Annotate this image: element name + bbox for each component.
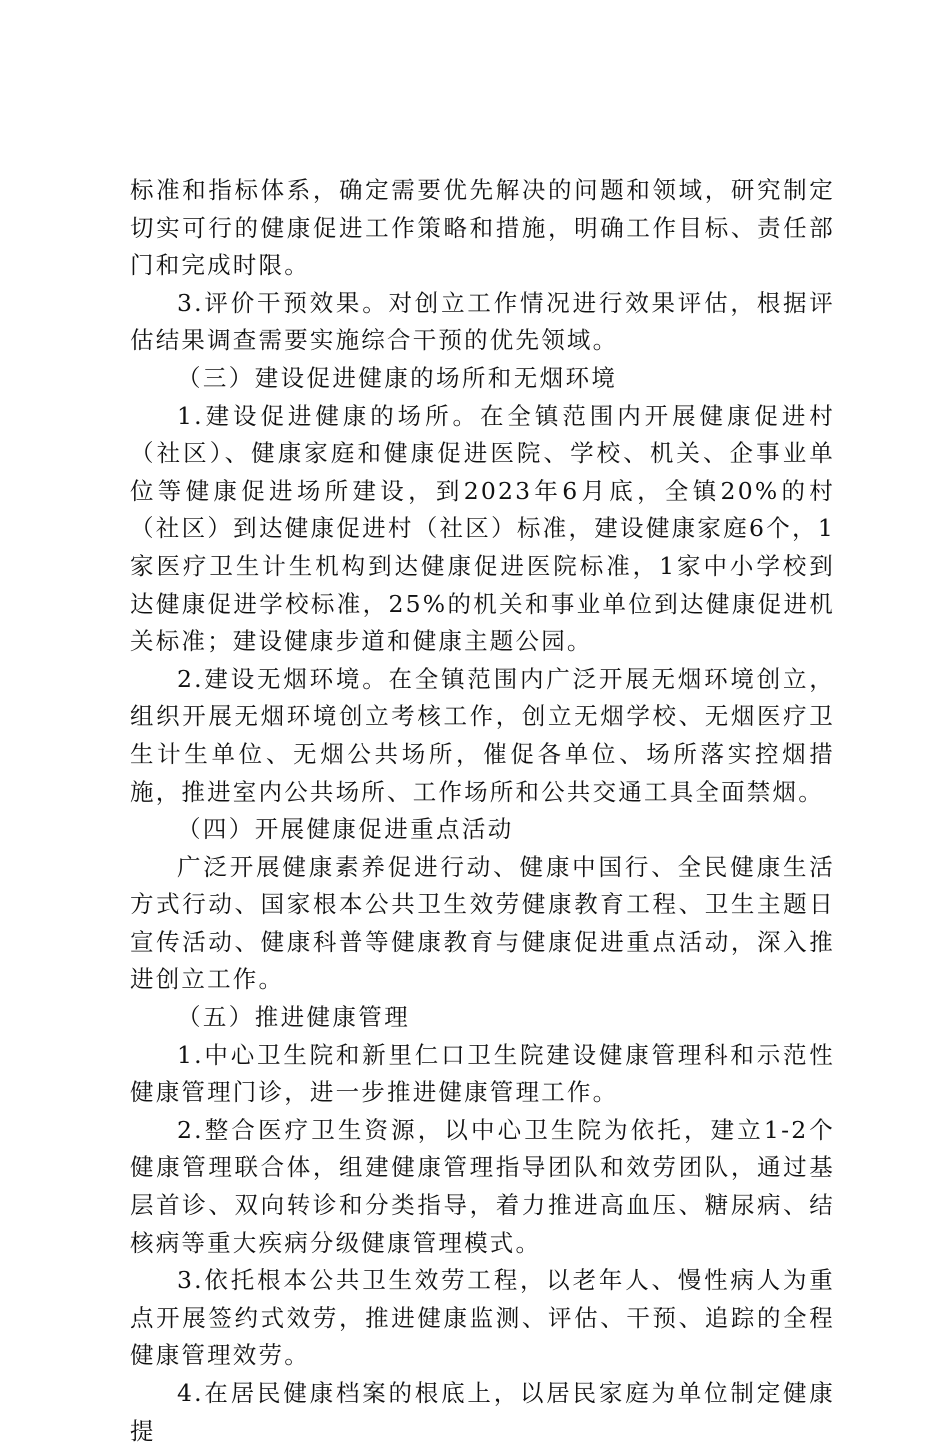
paragraph-health-places: 1.建设促进健康的场所。在全镇范围内开展健康促进村（社区）、健康家庭和健康促进医院、学校、机关、企事业单位等健康促进场所建设，到2023年6月底，全镇20%的村（社区）到达健康促进村（社区）标准，建设健康家庭6个，1家医疗卫生计生机构到达健康促进医院标准，1家中小学校到达健康促进学校标准，25%的机关和事业单位到达健康促进机关标准；建设健康步道和健康主题公园。 [130,401,835,656]
paragraph-health-management-1: 1.中心卫生院和新里仁口卫生院建设健康管理科和示范性健康管理门诊，进一步推进健康管理工作。 [130,1040,835,1107]
paragraph-health-management-4: 4.在居民健康档案的根底上，以居民家庭为单位制定健康提 [130,1379,835,1445]
paragraph-continued: 标准和指标体系，确定需要优先解决的问题和领域，研究制定切实可行的健康促进工作策略和措施，明确工作目标、责任部门和完成时限。 [130,176,835,280]
section-heading-5: （五）推进健康管理 [177,1003,411,1032]
paragraph-smoke-free: 2.建设无烟环境。在全镇范围内广泛开展无烟环境创立，组织开展无烟环境创立考核工作，创立无烟学校、无烟医疗卫生计生单位、无烟公共场所，催促各单位、场所落实控烟措施，推进室内公共场所、工作场所和公共交通工具全面禁烟。 [130,664,835,806]
paragraph-key-activities: 广泛开展健康素养促进行动、健康中国行、全民健康生活方式行动、国家根本公共卫生效劳健康教育工程、卫生主题日宣传活动、健康科普等健康教育与健康促进重点活动，深入推进创立工作。 [130,852,835,994]
section-heading-4: （四）开展健康促进重点活动 [177,815,514,844]
paragraph-health-management-2: 2.整合医疗卫生资源，以中心卫生院为依托，建立1-2个健康管理联合体，组建健康管理指导团队和效劳团队，通过基层首诊、双向转诊和分类指导，着力推进高血压、糖尿病、结核病等重大疾病分级健康管理模式。 [130,1115,835,1257]
document-body [130,172,835,1450]
paragraph-evaluate-intervention: 3.评价干预效果。对创立工作情况进行效果评估，根据评估结果调查需要实施综合干预的优先领域。 [130,288,835,355]
section-heading-3: （三）建设促进健康的场所和无烟环境 [177,363,618,392]
paragraph-health-management-3: 3.依托根本公共卫生效劳工程，以老年人、慢性病人为重点开展签约式效劳，推进健康监测、评估、干预、追踪的全程健康管理效劳。 [130,1266,835,1370]
